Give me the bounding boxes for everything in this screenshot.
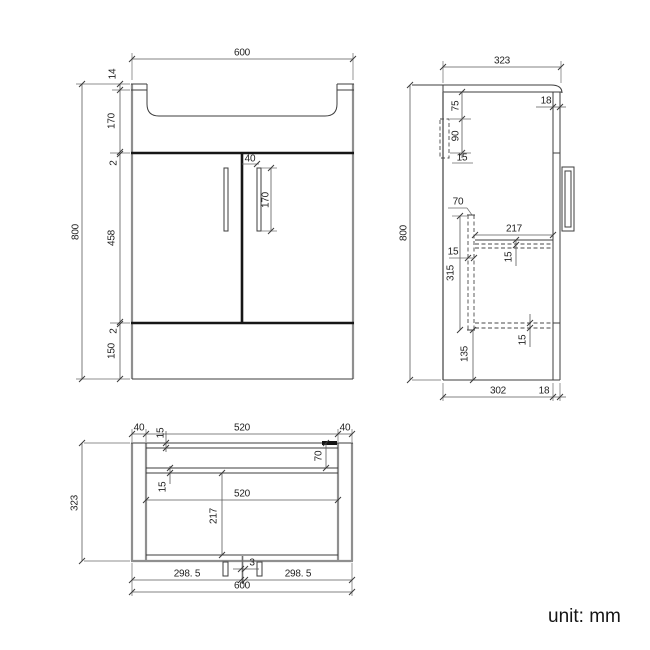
plan-view-outline bbox=[131, 441, 353, 584]
dim-side-bottom-thickness: 15 bbox=[517, 334, 529, 346]
dim-front-worktop-edge: 14 bbox=[107, 68, 119, 80]
dim-front-gap-top: 2 bbox=[108, 160, 120, 166]
dim-side-front-panel: 18 bbox=[540, 95, 552, 107]
dim-side-shelf-depth: 217 bbox=[505, 223, 523, 235]
side-view-labels bbox=[399, 56, 552, 397]
dim-plan-side-panel-right: 40 bbox=[339, 422, 351, 434]
dim-plan-inner-width: 520 bbox=[233, 488, 251, 500]
dim-front-handle-offset: 40 bbox=[244, 153, 256, 165]
dim-front-total-height: 800 bbox=[70, 223, 82, 241]
dim-side-rail-offset: 70 bbox=[452, 196, 464, 208]
dim-front-plinth-height: 150 bbox=[106, 342, 118, 360]
dim-front-handle-height: 170 bbox=[260, 191, 272, 209]
dim-side-shelf-thickness: 15 bbox=[503, 251, 515, 263]
dim-plan-total-depth: 323 bbox=[69, 494, 81, 512]
dim-side-bracket-height: 90 bbox=[450, 130, 462, 142]
dim-plan-inner-depth: 217 bbox=[208, 507, 220, 525]
dim-side-plinth-height: 135 bbox=[459, 345, 471, 363]
dim-plan-inner-width-top: 520 bbox=[233, 422, 251, 434]
hidden-wall-bracket bbox=[440, 119, 449, 158]
side-view-dimension-lines bbox=[407, 61, 566, 401]
dim-side-total-height: 800 bbox=[398, 224, 410, 242]
dim-front-basin-height: 170 bbox=[106, 112, 118, 130]
dim-side-divider-height: 315 bbox=[445, 264, 457, 282]
dim-front-gap-bottom: 2 bbox=[108, 328, 120, 334]
basin-bowl-outline bbox=[147, 84, 337, 116]
unit-label: unit: mm bbox=[548, 606, 621, 628]
dim-front-total-width: 600 bbox=[233, 47, 251, 59]
handle-side-profile bbox=[562, 167, 574, 231]
dim-front-door-height: 458 bbox=[106, 229, 118, 247]
left-handle-plan bbox=[223, 562, 228, 576]
dim-plan-rail-thickness: 15 bbox=[157, 481, 169, 493]
front-view-outline bbox=[131, 84, 354, 379]
dim-plan-back-thickness: 15 bbox=[155, 427, 167, 439]
dim-side-front-panel-bottom: 18 bbox=[538, 385, 550, 397]
dim-plan-rail-depth: 70 bbox=[313, 450, 325, 462]
left-door-handle bbox=[224, 168, 228, 231]
dim-plan-door-left: 298. 5 bbox=[173, 568, 201, 580]
dim-side-divider-thickness: 15 bbox=[447, 246, 459, 258]
dim-side-total-depth: 323 bbox=[493, 55, 511, 67]
dim-plan-door-right: 298. 5 bbox=[284, 568, 312, 580]
dim-plan-side-panel-left: 40 bbox=[133, 422, 145, 434]
dim-plan-door-gap: 3 bbox=[249, 557, 255, 569]
dim-side-bracket-thickness: 15 bbox=[456, 152, 468, 164]
dim-side-body-depth: 302 bbox=[489, 385, 507, 397]
dim-side-bracket-offset: 75 bbox=[450, 100, 462, 112]
dim-plan-total-width: 600 bbox=[233, 580, 251, 592]
side-view-outline bbox=[412, 85, 574, 380]
